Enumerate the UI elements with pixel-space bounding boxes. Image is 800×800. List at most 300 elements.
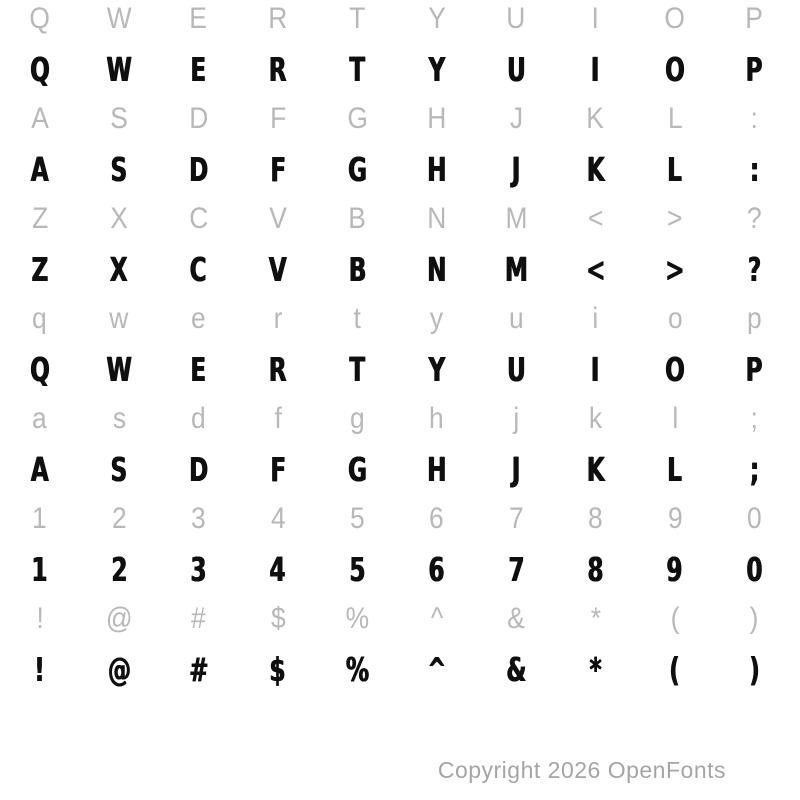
reference-glyph: e bbox=[191, 302, 206, 335]
glyph-cell bbox=[715, 400, 794, 438]
reference-glyph: G bbox=[347, 102, 368, 135]
glyph-cell bbox=[159, 538, 238, 600]
reference-row bbox=[0, 200, 794, 238]
glyph-cell bbox=[318, 538, 397, 600]
copyright-text: Copyright 2026 OpenFonts bbox=[437, 757, 726, 783]
reference-glyph: H bbox=[427, 102, 447, 135]
reference-row bbox=[0, 300, 794, 338]
glyph-cell bbox=[635, 500, 714, 538]
reference-glyph: I bbox=[591, 2, 600, 35]
reference-glyph: W bbox=[106, 2, 132, 35]
reference-row bbox=[0, 600, 794, 638]
glyph-cell bbox=[715, 138, 794, 200]
glyph-cell bbox=[238, 438, 317, 500]
glyph-cell bbox=[397, 200, 476, 238]
glyph-cell bbox=[318, 500, 397, 538]
glyph-cell bbox=[318, 200, 397, 238]
glyph-cell bbox=[0, 100, 79, 138]
glyph-cell bbox=[476, 438, 555, 500]
glyph-cell bbox=[159, 38, 238, 100]
specimen-glyph: ) bbox=[749, 649, 760, 689]
reference-glyph: # bbox=[191, 602, 206, 635]
glyph-cell bbox=[476, 500, 555, 538]
glyph-cell bbox=[556, 38, 635, 100]
specimen-glyph: A bbox=[30, 449, 49, 489]
glyph-cell bbox=[397, 538, 476, 600]
specimen-glyph: B bbox=[348, 249, 367, 289]
glyph-cell bbox=[238, 0, 317, 38]
glyph-cell bbox=[159, 0, 238, 38]
reference-glyph: 4 bbox=[270, 502, 286, 535]
reference-glyph: l bbox=[671, 402, 678, 435]
glyph-cell bbox=[397, 438, 476, 500]
glyph-cell bbox=[159, 500, 238, 538]
specimen-glyph: > bbox=[665, 249, 685, 289]
reference-glyph: J bbox=[509, 102, 523, 135]
glyph-pair bbox=[0, 600, 794, 700]
glyph-cell bbox=[0, 500, 79, 538]
reference-glyph: > bbox=[667, 202, 683, 235]
specimen-glyph: T bbox=[349, 49, 366, 89]
reference-glyph: E bbox=[189, 2, 208, 35]
glyph-cell bbox=[238, 600, 317, 638]
specimen-glyph: U bbox=[506, 49, 526, 89]
specimen-glyph: H bbox=[427, 449, 447, 489]
reference-row bbox=[0, 500, 794, 538]
reference-glyph: ? bbox=[746, 202, 762, 235]
specimen-glyph: @ bbox=[107, 649, 131, 689]
reference-glyph: S bbox=[110, 102, 128, 135]
glyph-cell bbox=[79, 138, 158, 200]
reference-glyph: t bbox=[353, 302, 361, 335]
reference-glyph: Y bbox=[427, 2, 446, 35]
specimen-glyph: F bbox=[269, 449, 286, 489]
reference-glyph: o bbox=[667, 302, 683, 335]
reference-glyph: y bbox=[430, 302, 444, 335]
reference-glyph: K bbox=[586, 102, 605, 135]
reference-glyph: 6 bbox=[429, 502, 445, 535]
glyph-cell bbox=[397, 0, 476, 38]
glyph-cell bbox=[635, 600, 714, 638]
glyph-cell bbox=[635, 438, 714, 500]
specimen-glyph: ( bbox=[669, 649, 681, 689]
glyph-cell bbox=[79, 338, 158, 400]
glyph-cell bbox=[397, 338, 476, 400]
specimen-glyph: < bbox=[585, 249, 606, 289]
reference-glyph: 1 bbox=[32, 502, 48, 535]
glyph-cell bbox=[635, 538, 714, 600]
specimen-glyph: ! bbox=[34, 649, 45, 689]
glyph-cell bbox=[476, 138, 555, 200]
specimen-glyph: R bbox=[268, 49, 287, 89]
reference-glyph: p bbox=[746, 302, 762, 335]
reference-glyph: A bbox=[30, 102, 49, 135]
specimen-glyph: L bbox=[667, 149, 683, 189]
glyph-cell bbox=[397, 238, 476, 300]
reference-glyph: s bbox=[112, 402, 126, 435]
glyph-cell bbox=[79, 438, 158, 500]
glyph-cell bbox=[556, 338, 635, 400]
specimen-glyph: 0 bbox=[746, 549, 763, 589]
reference-glyph: q bbox=[32, 302, 48, 335]
specimen-glyph: J bbox=[511, 449, 521, 489]
reference-glyph: g bbox=[349, 402, 365, 435]
reference-glyph: P bbox=[745, 2, 764, 35]
glyph-cell bbox=[238, 338, 317, 400]
glyph-cell bbox=[79, 300, 158, 338]
specimen-glyph: A bbox=[30, 149, 49, 189]
reference-glyph: ! bbox=[36, 602, 44, 635]
specimen-glyph: J bbox=[511, 149, 521, 189]
reference-row bbox=[0, 100, 794, 138]
glyph-cell bbox=[556, 138, 635, 200]
specimen-glyph: 5 bbox=[349, 549, 366, 589]
glyph-cell bbox=[79, 100, 158, 138]
reference-glyph: T bbox=[349, 2, 366, 35]
glyph-cell bbox=[397, 100, 476, 138]
reference-glyph: 0 bbox=[746, 502, 762, 535]
reference-glyph: D bbox=[188, 102, 209, 135]
specimen-glyph: P bbox=[745, 49, 763, 89]
glyph-cell bbox=[159, 600, 238, 638]
reference-row bbox=[0, 400, 794, 438]
specimen-row bbox=[0, 438, 794, 500]
glyph-cell bbox=[556, 538, 635, 600]
glyph-cell bbox=[635, 300, 714, 338]
glyph-cell bbox=[79, 538, 158, 600]
specimen-glyph: Q bbox=[29, 49, 50, 89]
specimen-glyph: 8 bbox=[587, 549, 604, 589]
glyph-cell bbox=[635, 238, 714, 300]
reference-glyph: 2 bbox=[111, 502, 127, 535]
reference-glyph: f bbox=[274, 402, 282, 435]
specimen-glyph: ; bbox=[749, 449, 759, 489]
reference-glyph: d bbox=[191, 402, 206, 435]
glyph-cell bbox=[635, 100, 714, 138]
specimen-glyph: ? bbox=[747, 249, 762, 289]
specimen-glyph: N bbox=[427, 249, 447, 289]
glyph-cell bbox=[0, 538, 79, 600]
glyph-cell bbox=[0, 138, 79, 200]
glyph-cell bbox=[635, 200, 714, 238]
glyph-cell bbox=[476, 0, 555, 38]
glyph-cell bbox=[635, 338, 714, 400]
glyph-cell bbox=[556, 600, 635, 638]
glyph-cell bbox=[476, 100, 555, 138]
glyph-cell bbox=[159, 438, 238, 500]
glyph-cell bbox=[79, 600, 158, 638]
glyph-cell bbox=[79, 238, 158, 300]
glyph-cell bbox=[79, 38, 158, 100]
specimen-glyph: X bbox=[110, 249, 128, 289]
specimen-glyph: F bbox=[269, 149, 286, 189]
glyph-cell bbox=[556, 638, 635, 700]
glyph-cell bbox=[397, 138, 476, 200]
glyph-cell bbox=[556, 238, 635, 300]
reference-glyph: Q bbox=[29, 2, 50, 35]
specimen-glyph: Y bbox=[428, 49, 446, 89]
glyph-cell bbox=[318, 138, 397, 200]
glyph-cell bbox=[397, 500, 476, 538]
reference-glyph: * bbox=[590, 602, 601, 635]
specimen-glyph: I bbox=[591, 349, 600, 389]
glyph-cell bbox=[476, 200, 555, 238]
glyph-cell bbox=[318, 100, 397, 138]
glyph-pair bbox=[0, 300, 794, 400]
glyph-cell bbox=[476, 238, 555, 300]
glyph-cell bbox=[0, 638, 79, 700]
glyph-cell bbox=[318, 238, 397, 300]
specimen-glyph: Z bbox=[31, 249, 49, 289]
reference-glyph: ; bbox=[750, 402, 758, 435]
specimen-glyph: P bbox=[745, 349, 763, 389]
reference-glyph: F bbox=[269, 102, 286, 135]
specimen-row bbox=[0, 38, 794, 100]
glyph-cell bbox=[318, 338, 397, 400]
glyph-cell bbox=[715, 538, 794, 600]
glyph-pair bbox=[0, 200, 794, 300]
specimen-glyph: V bbox=[268, 249, 287, 289]
specimen-row bbox=[0, 538, 794, 600]
glyph-cell bbox=[238, 638, 317, 700]
glyph-cell bbox=[159, 300, 238, 338]
reference-glyph: h bbox=[429, 402, 445, 435]
glyph-cell bbox=[318, 438, 397, 500]
glyph-cell bbox=[556, 100, 635, 138]
glyph-cell bbox=[715, 338, 794, 400]
reference-glyph: $ bbox=[270, 602, 286, 635]
glyph-cell bbox=[397, 600, 476, 638]
glyph-cell bbox=[318, 400, 397, 438]
glyph-cell bbox=[159, 238, 238, 300]
specimen-glyph: S bbox=[110, 149, 128, 189]
glyph-cell bbox=[556, 400, 635, 438]
glyph-cell bbox=[476, 638, 555, 700]
glyph-cell bbox=[159, 100, 238, 138]
glyph-cell bbox=[556, 200, 635, 238]
glyph-cell bbox=[79, 200, 158, 238]
specimen-glyph: I bbox=[591, 49, 600, 89]
glyph-cell bbox=[397, 400, 476, 438]
reference-glyph: 7 bbox=[508, 502, 524, 535]
specimen-glyph: K bbox=[586, 449, 605, 489]
glyph-cell bbox=[79, 638, 158, 700]
reference-glyph: U bbox=[506, 2, 526, 35]
glyph-cell bbox=[397, 300, 476, 338]
glyph-cell bbox=[238, 400, 317, 438]
glyph-cell bbox=[715, 300, 794, 338]
reference-glyph: R bbox=[268, 2, 288, 35]
specimen-glyph: 2 bbox=[111, 549, 128, 589]
glyph-cell bbox=[715, 238, 794, 300]
glyph-cell bbox=[0, 600, 79, 638]
specimen-glyph: 6 bbox=[428, 549, 445, 589]
glyph-cell bbox=[238, 538, 317, 600]
reference-glyph: 8 bbox=[588, 502, 603, 535]
specimen-glyph: 9 bbox=[666, 549, 683, 589]
specimen-glyph: 1 bbox=[31, 549, 48, 589]
reference-glyph: r bbox=[273, 302, 283, 335]
glyph-cell bbox=[0, 300, 79, 338]
reference-glyph: i bbox=[592, 302, 599, 335]
glyph-cell bbox=[556, 500, 635, 538]
reference-glyph: V bbox=[269, 202, 287, 235]
glyph-cell bbox=[556, 300, 635, 338]
glyph-cell bbox=[0, 400, 79, 438]
specimen-glyph: Y bbox=[428, 349, 446, 389]
specimen-glyph: ^ bbox=[427, 649, 447, 689]
glyph-cell bbox=[476, 38, 555, 100]
reference-glyph: k bbox=[588, 402, 603, 435]
glyph-cell bbox=[318, 600, 397, 638]
glyph-cell bbox=[715, 638, 794, 700]
glyph-cell bbox=[79, 500, 158, 538]
glyph-cell bbox=[476, 538, 555, 600]
reference-glyph: M bbox=[505, 202, 528, 235]
specimen-glyph: E bbox=[190, 349, 207, 389]
specimen-glyph: D bbox=[188, 449, 209, 489]
glyph-cell bbox=[0, 0, 79, 38]
reference-glyph: ^ bbox=[430, 602, 443, 635]
glyph-cell bbox=[635, 38, 714, 100]
glyph-cell bbox=[635, 638, 714, 700]
specimen-glyph: 3 bbox=[190, 549, 207, 589]
glyph-cell bbox=[0, 38, 79, 100]
glyph-cell bbox=[0, 200, 79, 238]
glyph-cell bbox=[79, 0, 158, 38]
specimen-row bbox=[0, 138, 794, 200]
specimen-glyph: W bbox=[106, 349, 132, 389]
reference-glyph: C bbox=[188, 202, 209, 235]
specimen-glyph: H bbox=[427, 149, 447, 189]
reference-glyph: O bbox=[664, 2, 686, 35]
specimen-glyph: # bbox=[188, 649, 209, 689]
glyph-cell bbox=[238, 200, 317, 238]
glyph-cell bbox=[159, 200, 238, 238]
specimen-glyph: O bbox=[665, 349, 685, 389]
glyph-cell bbox=[476, 600, 555, 638]
glyph-cell bbox=[159, 338, 238, 400]
glyph-cell bbox=[0, 238, 79, 300]
glyph-cell bbox=[715, 38, 794, 100]
glyph-cell bbox=[556, 0, 635, 38]
glyph-cell bbox=[238, 500, 317, 538]
glyph-cell bbox=[476, 400, 555, 438]
glyph-cell bbox=[715, 0, 794, 38]
specimen-glyph: G bbox=[347, 449, 367, 489]
glyph-cell bbox=[476, 300, 555, 338]
reference-glyph: @ bbox=[105, 602, 133, 635]
glyph-cell bbox=[556, 438, 635, 500]
specimen-glyph: C bbox=[190, 249, 207, 289]
glyph-cell bbox=[397, 38, 476, 100]
specimen-row bbox=[0, 638, 794, 700]
specimen-glyph: T bbox=[349, 349, 366, 389]
glyph-cell bbox=[397, 638, 476, 700]
glyph-cell bbox=[318, 38, 397, 100]
glyph-pair bbox=[0, 500, 794, 600]
specimen-glyph: G bbox=[347, 149, 367, 189]
reference-glyph: B bbox=[348, 202, 367, 235]
reference-row bbox=[0, 0, 794, 38]
specimen-glyph: 4 bbox=[269, 549, 286, 589]
specimen-glyph: $ bbox=[269, 649, 286, 689]
reference-glyph: ) bbox=[749, 602, 759, 635]
reference-glyph: ( bbox=[670, 602, 680, 635]
glyph-cell bbox=[715, 200, 794, 238]
glyph-cell bbox=[318, 638, 397, 700]
reference-glyph: w bbox=[109, 302, 129, 335]
glyph-cell bbox=[0, 338, 79, 400]
glyph-cell bbox=[238, 300, 317, 338]
reference-glyph: Z bbox=[31, 202, 48, 235]
glyph-cell bbox=[79, 400, 158, 438]
specimen-glyph: E bbox=[190, 49, 207, 89]
reference-glyph: < bbox=[587, 202, 604, 235]
glyph-cell bbox=[238, 100, 317, 138]
specimen-glyph: O bbox=[665, 49, 685, 89]
specimen-glyph: D bbox=[188, 149, 209, 189]
reference-glyph: % bbox=[345, 602, 370, 635]
specimen-glyph: % bbox=[345, 649, 369, 689]
glyph-pair bbox=[0, 400, 794, 500]
specimen-glyph: S bbox=[110, 449, 128, 489]
reference-glyph: u bbox=[508, 302, 524, 335]
reference-glyph: j bbox=[513, 402, 520, 435]
glyph-cell bbox=[159, 638, 238, 700]
reference-glyph: a bbox=[32, 402, 48, 435]
glyph-cell bbox=[715, 500, 794, 538]
specimen-glyph: L bbox=[667, 449, 683, 489]
glyph-pair bbox=[0, 100, 794, 200]
glyph-cell bbox=[635, 400, 714, 438]
specimen-glyph: U bbox=[506, 349, 526, 389]
glyph-cell bbox=[715, 100, 794, 138]
specimen-glyph: * bbox=[589, 649, 602, 689]
reference-glyph: N bbox=[427, 202, 447, 235]
glyph-cell bbox=[318, 300, 397, 338]
specimen-glyph: Q bbox=[29, 349, 50, 389]
specimen-glyph: : bbox=[749, 149, 759, 189]
reference-glyph: 3 bbox=[191, 502, 206, 535]
specimen-glyph: K bbox=[586, 149, 605, 189]
glyph-cell bbox=[0, 438, 79, 500]
reference-glyph: 9 bbox=[667, 502, 683, 535]
glyph-pair bbox=[0, 0, 794, 100]
glyph-cell bbox=[635, 0, 714, 38]
reference-glyph: 5 bbox=[349, 502, 365, 535]
glyph-cell bbox=[635, 138, 714, 200]
reference-glyph: X bbox=[110, 202, 128, 235]
glyph-cell bbox=[715, 600, 794, 638]
glyph-cell bbox=[159, 138, 238, 200]
specimen-glyph: & bbox=[506, 649, 527, 689]
glyph-cell bbox=[476, 338, 555, 400]
specimen-row bbox=[0, 238, 794, 300]
reference-glyph: : bbox=[750, 102, 758, 135]
glyph-cell bbox=[238, 138, 317, 200]
specimen-glyph: W bbox=[106, 49, 132, 89]
reference-glyph: L bbox=[667, 102, 683, 135]
glyph-cell bbox=[159, 400, 238, 438]
specimen-glyph: R bbox=[268, 349, 287, 389]
glyph-cell bbox=[238, 238, 317, 300]
glyph-cell bbox=[318, 0, 397, 38]
reference-glyph: & bbox=[507, 602, 525, 635]
specimen-glyph: M bbox=[504, 249, 528, 289]
specimen-row bbox=[0, 338, 794, 400]
specimen-glyph: 7 bbox=[508, 549, 525, 589]
